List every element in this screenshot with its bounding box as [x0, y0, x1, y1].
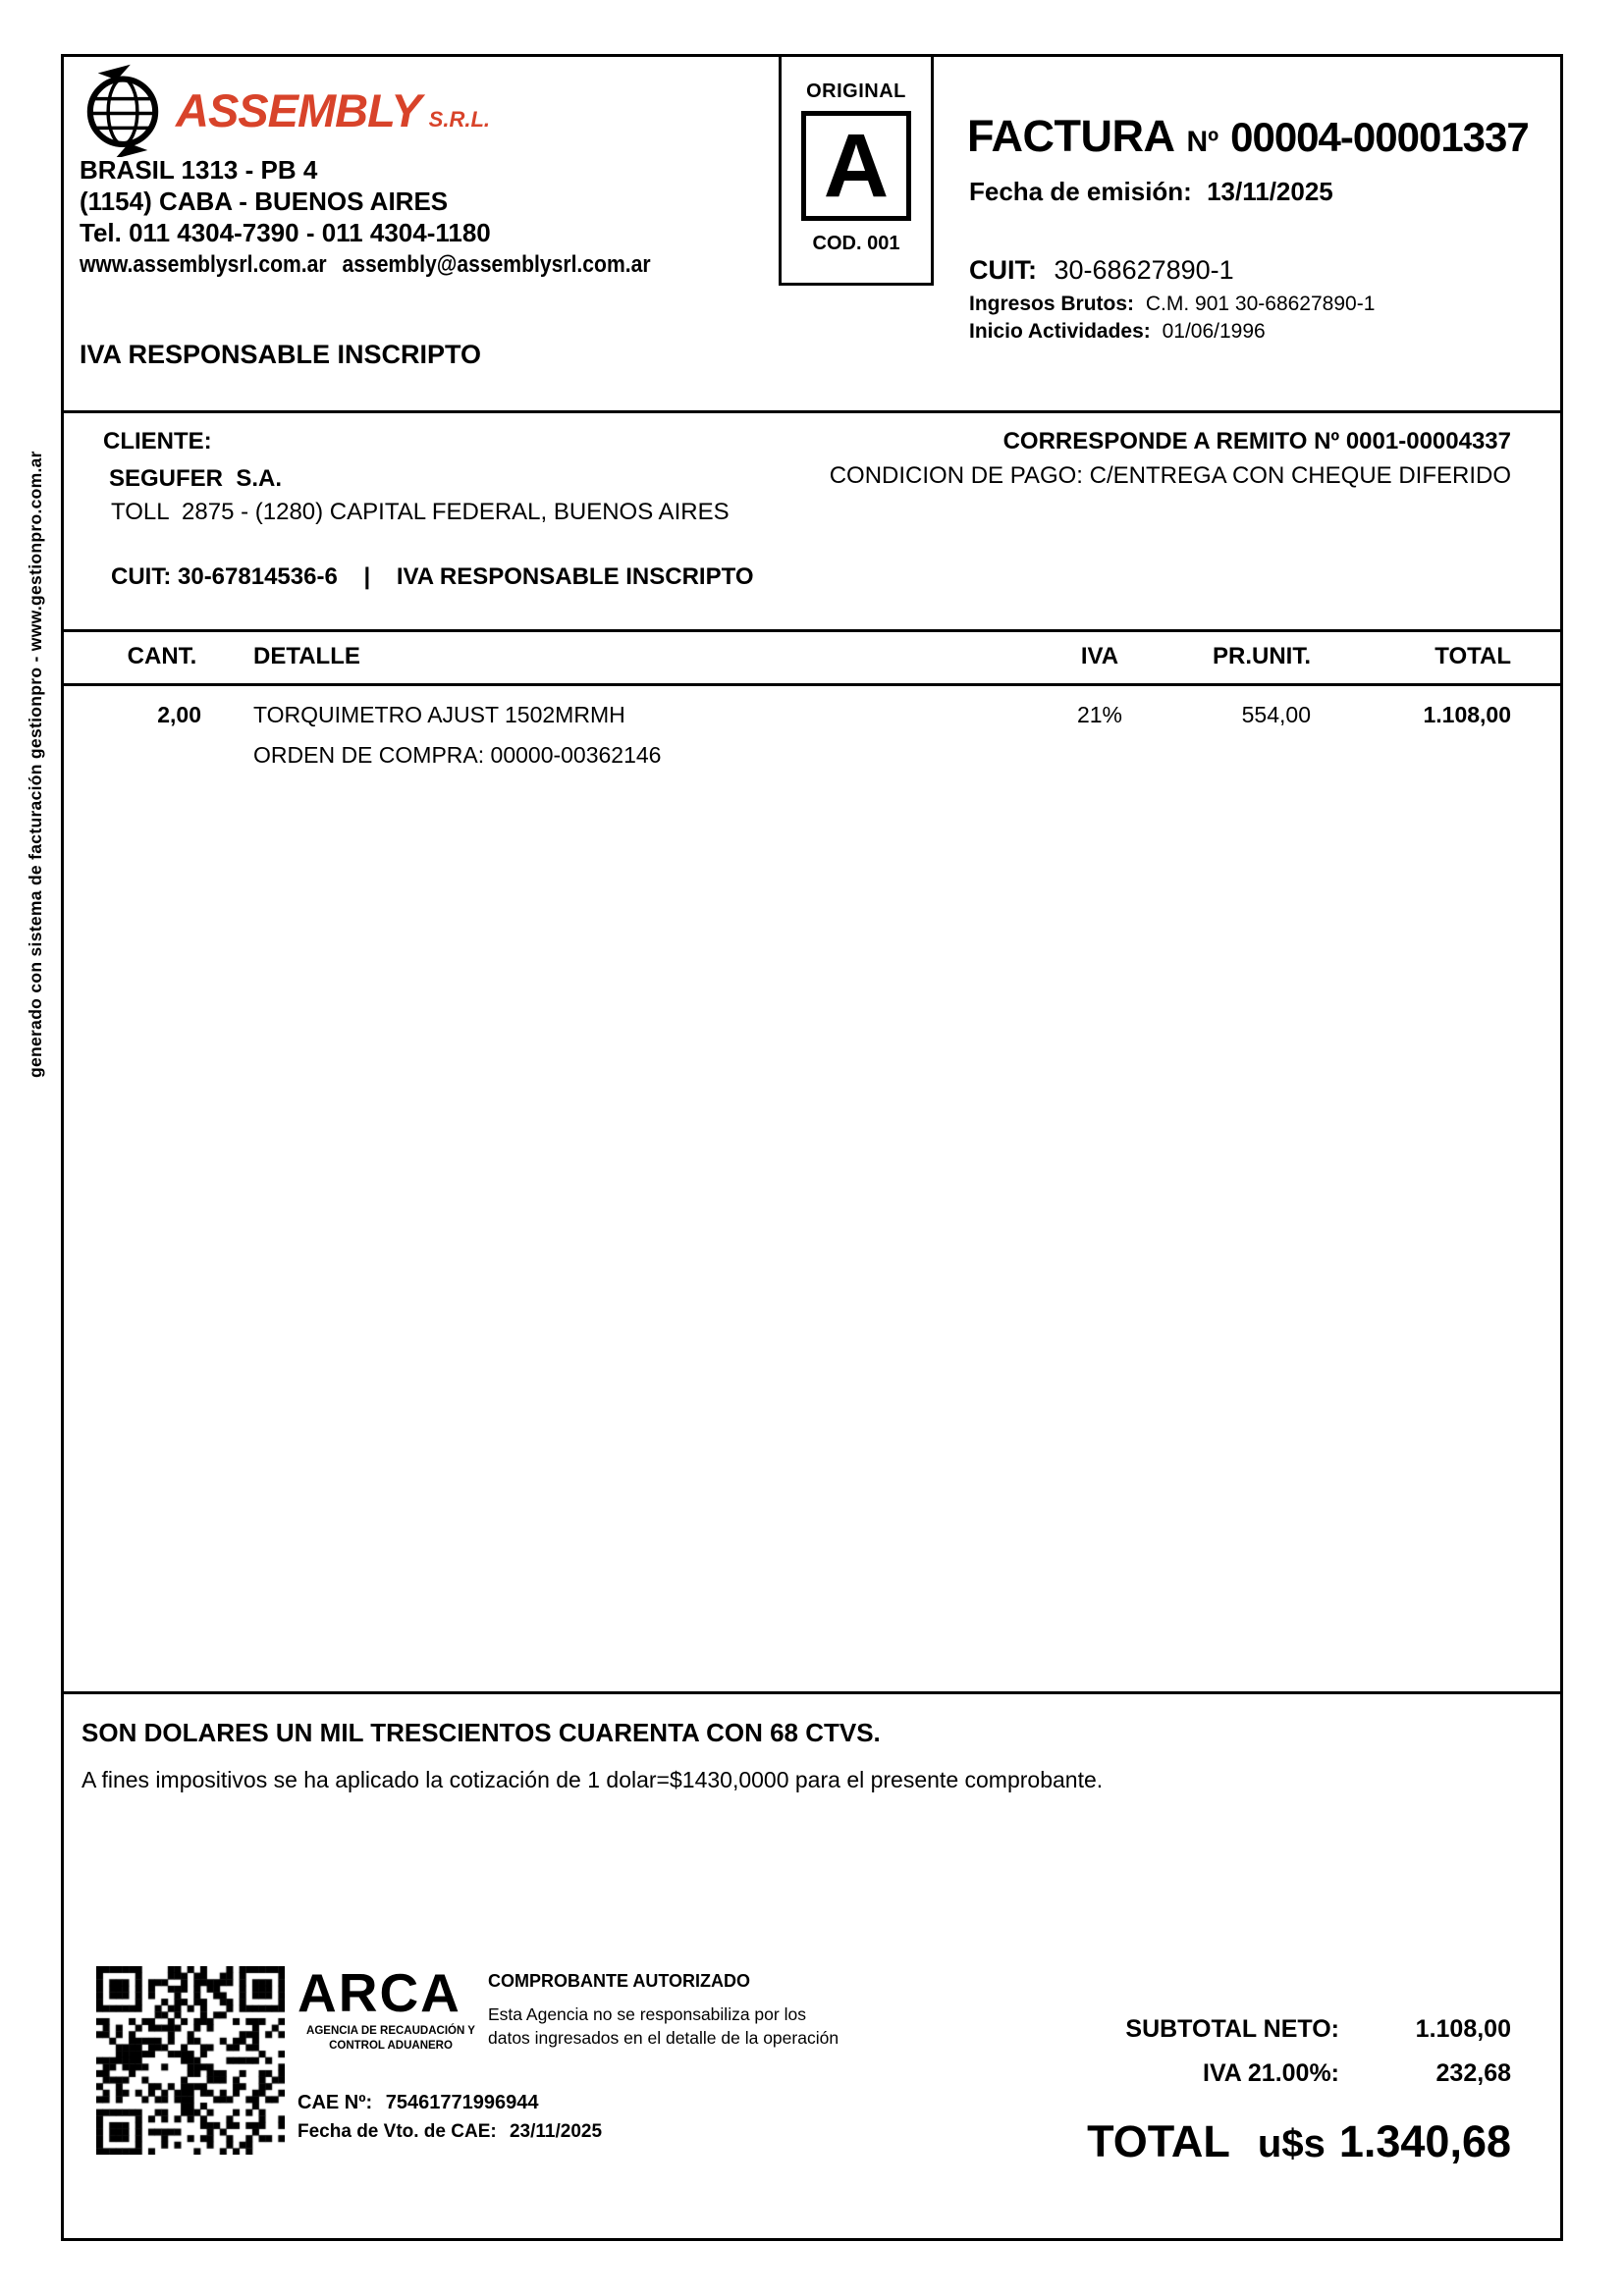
issue-date-row	[969, 177, 1333, 207]
client-name: SEGUFER S.A.	[109, 465, 283, 492]
invoice-title-row	[967, 111, 1529, 162]
divider-header	[64, 410, 1560, 413]
disclaimer-line-1: Esta Agencia no se responsabiliza por los	[488, 2004, 806, 2024]
company-website: www.assemblysrl.com.ar	[80, 251, 327, 278]
company-contact-row	[80, 251, 651, 279]
invoice-frame	[61, 54, 1563, 2241]
col-header-total: TOTAL	[1435, 643, 1511, 669]
grand-total-currency: u$s	[1257, 2122, 1326, 2165]
ingresos-brutos-row	[969, 293, 1375, 316]
client-iva-status: IVA RESPONSABLE INSCRIPTO	[396, 563, 754, 590]
divider-table-header	[64, 683, 1560, 686]
company-cuit-label: CUIT:	[969, 255, 1037, 285]
client-separator: |	[363, 563, 371, 590]
company-iva-status: IVA RESPONSABLE INSCRIPTO	[80, 340, 482, 369]
brand-suffix: S.R.L.	[428, 106, 490, 132]
cae-due-date: 23/11/2025	[509, 2121, 603, 2142]
subtotal-value: 1.108,00	[1415, 2015, 1511, 2043]
divider-items	[64, 1691, 1560, 1694]
cae-label: CAE Nº:	[298, 2092, 373, 2113]
inicio-actividades-label: Inicio Actividades:	[969, 320, 1151, 343]
doc-type-box	[779, 57, 934, 286]
client-cuit-row	[111, 563, 753, 591]
exchange-rate-note: A fines impositivos se ha aplicado la cotización de 1 dolar=$1430,0000 para el presente comprobante.	[81, 1767, 1104, 1792]
arca-logo: ARCA	[298, 1962, 461, 2023]
client-label: CLIENTE:	[103, 428, 212, 454]
item-description: TORQUIMETRO AJUST 1502MRMH	[253, 702, 625, 727]
authorized-label: COMPROBANTE AUTORIZADO	[488, 1971, 750, 1991]
ingresos-brutos-label: Ingresos Brutos:	[969, 293, 1135, 315]
invoice-number: 00004-00001337	[1230, 114, 1529, 160]
doc-letter-box	[801, 111, 911, 221]
grand-total-row	[1087, 2116, 1511, 2167]
company-cuit-value: 30-68627890-1	[1054, 255, 1234, 285]
company-email: assembly@assemblysrl.com.ar	[342, 251, 651, 278]
cae-due-row	[298, 2121, 602, 2143]
company-phone: Tel. 011 4304-7390 - 011 4304-1180	[80, 218, 491, 247]
item-total: 1.108,00	[1423, 702, 1511, 727]
col-header-iva: IVA	[1080, 643, 1119, 669]
payment-condition: CONDICION DE PAGO: C/ENTREGA CON CHEQUE DIFERIDO	[829, 462, 1511, 489]
qr-code	[96, 1966, 285, 2155]
subtotal-row	[1125, 2015, 1511, 2044]
generator-watermark: generado con sistema de facturación gestionpro - www.gestionpro.com.ar	[26, 451, 45, 1078]
client-address: TOLL 2875 - (1280) CAPITAL FEDERAL, BUENOS AIRES	[111, 499, 730, 525]
col-header-prunit: PR.UNIT.	[1212, 643, 1311, 669]
brand-name: ASSEMBLY	[176, 83, 421, 136]
remito-reference: CORRESPONDE A REMITO Nº 0001-00004337	[1002, 428, 1511, 454]
inicio-actividades-value: 01/06/1996	[1162, 320, 1266, 343]
grand-total-value: 1.340,68	[1338, 2116, 1511, 2166]
iva-row	[1203, 2059, 1511, 2088]
cae-number: 75461771996944	[385, 2092, 539, 2113]
arca-subtitle: AGENCIA DE RECAUDACIÓN Y CONTROL ADUANERO	[306, 2025, 475, 2052]
doc-letter: A	[823, 116, 890, 216]
inicio-actividades-row	[969, 320, 1266, 344]
issue-date-value: 13/11/2025	[1207, 177, 1333, 206]
grand-total-label: TOTAL	[1087, 2116, 1230, 2166]
doc-code: COD. 001	[812, 233, 900, 254]
item-iva: 21%	[1076, 702, 1123, 727]
company-address-line2: (1154) CABA - BUENOS AIRES	[80, 187, 449, 216]
globe-icon	[76, 63, 170, 157]
disclaimer-line-2: datos ingresados en el detalle de la operación	[488, 2028, 839, 2048]
item-qty: 2,00	[157, 702, 201, 727]
company-cuit-row	[969, 255, 1234, 286]
subtotal-label: SUBTOTAL NETO:	[1125, 2015, 1339, 2043]
copy-label: ORIGINAL	[806, 80, 906, 102]
issue-date-label: Fecha de emisión:	[969, 177, 1192, 206]
item-unit-price: 554,00	[1241, 702, 1311, 727]
iva-total-label: IVA 21.00%:	[1203, 2059, 1339, 2087]
invoice-number-label: Nº	[1186, 126, 1219, 158]
ingresos-brutos-value: C.M. 901 30-68627890-1	[1145, 293, 1376, 315]
client-cuit: CUIT: 30-67814536-6	[111, 563, 338, 590]
company-address-line1: BRASIL 1313 - PB 4	[80, 155, 318, 185]
col-header-detalle: DETALLE	[253, 643, 360, 669]
iva-total-value: 232,68	[1435, 2059, 1511, 2087]
company-logo	[76, 63, 490, 157]
cae-due-label: Fecha de Vto. de CAE:	[298, 2121, 497, 2142]
invoice-title: FACTURA	[967, 111, 1175, 161]
divider-client	[64, 629, 1560, 632]
col-header-cant: CANT.	[127, 643, 197, 669]
arca-block	[298, 1962, 484, 2054]
brand-wordmark	[176, 83, 490, 137]
item-purchase-order: ORDEN DE COMPRA: 00000-00362146	[253, 742, 662, 768]
amount-in-words: SON DOLARES UN MIL TRESCIENTOS CUARENTA CON 68 CTVS.	[81, 1718, 881, 1747]
cae-number-row	[298, 2092, 539, 2114]
